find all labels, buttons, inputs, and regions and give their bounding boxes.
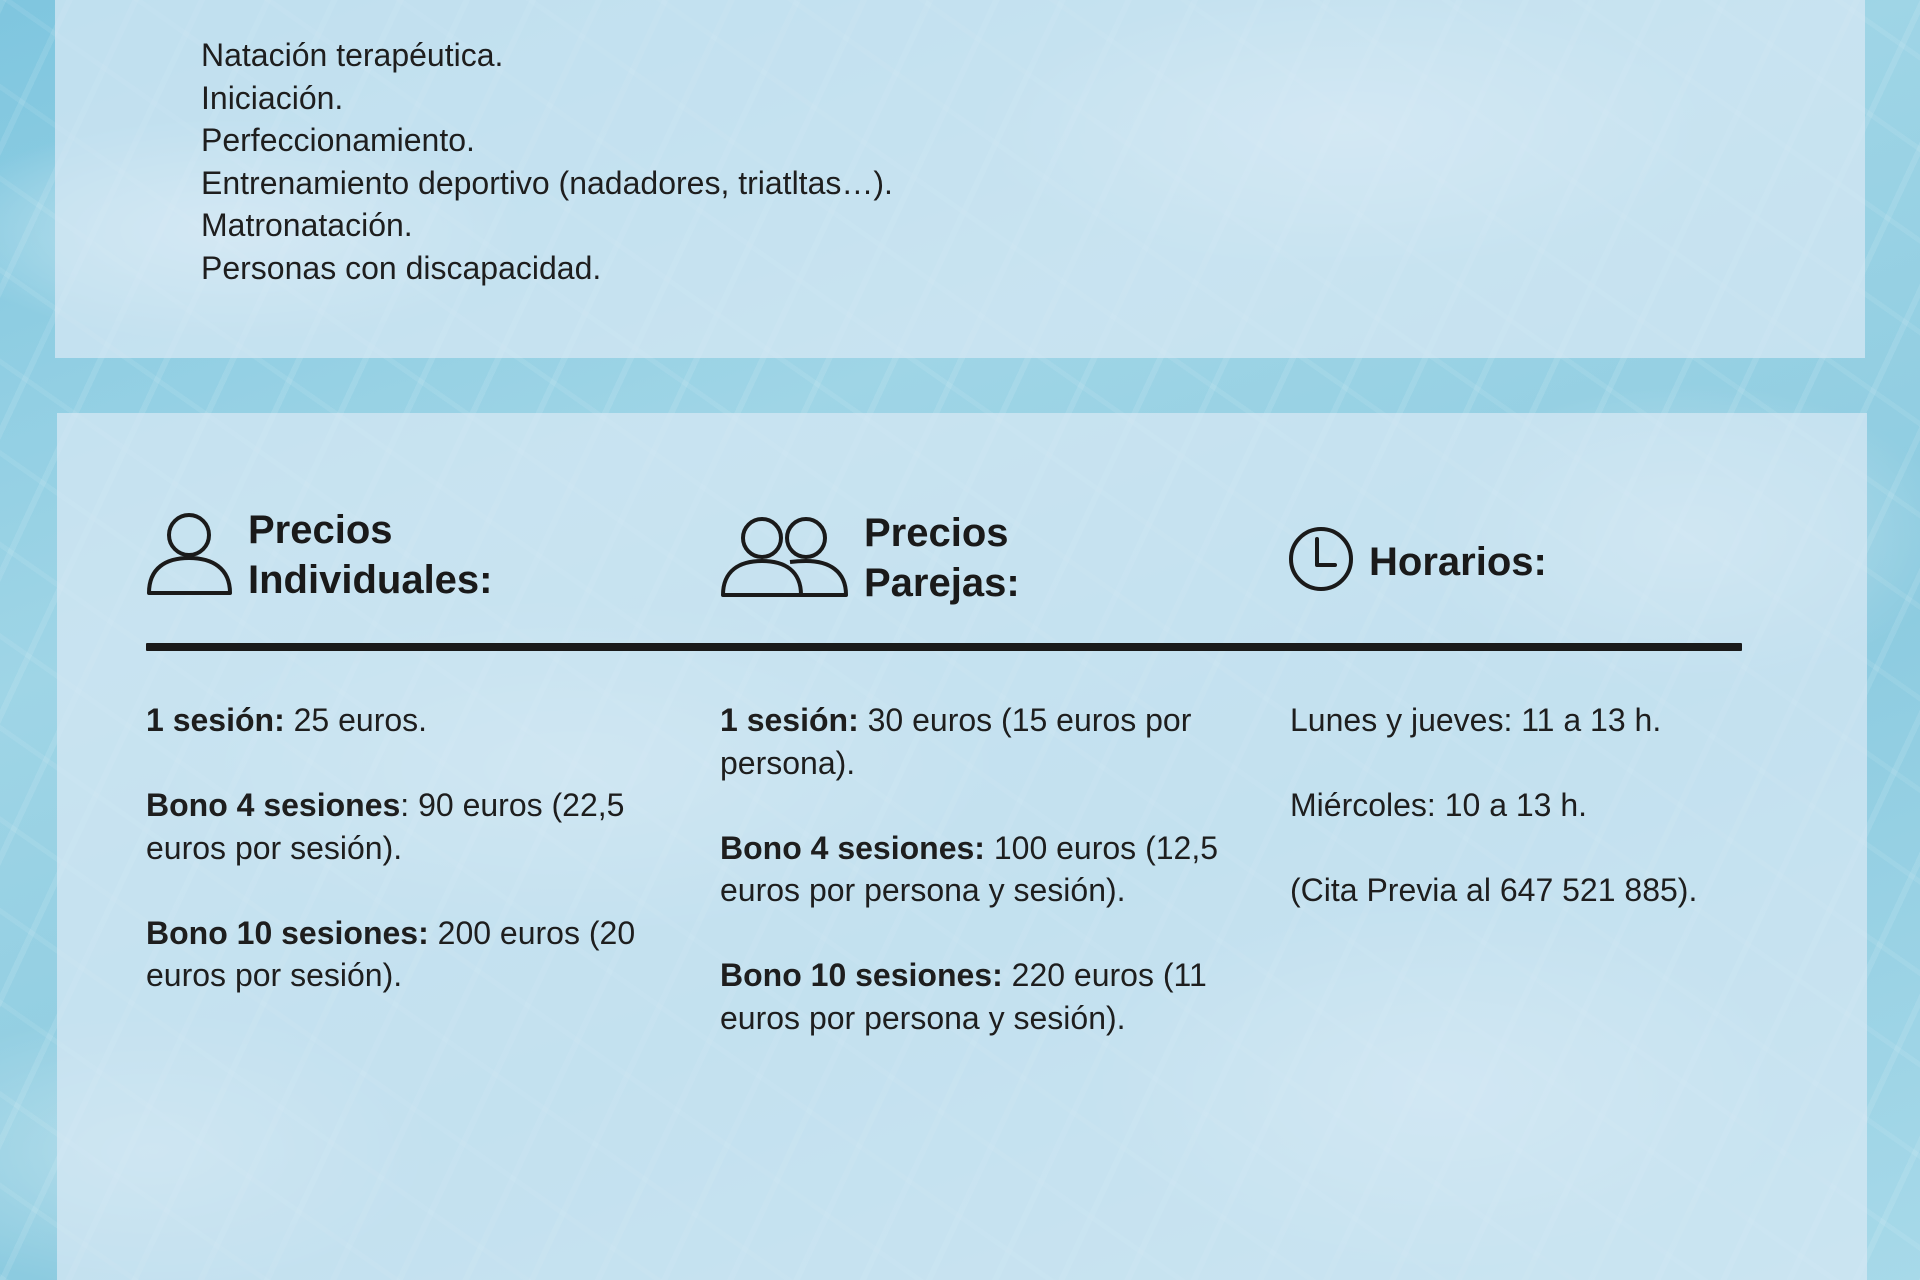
schedule-header	[1287, 525, 1547, 598]
two-people-icon	[720, 514, 850, 603]
schedule-list	[1290, 699, 1850, 954]
schedule-appointment: (Cita Previa al 647 521 885).	[1290, 872, 1698, 908]
section-divider	[146, 643, 1742, 651]
price-item: Bono 10 sesiones: 200 euros (20 euros por sesión).	[146, 914, 636, 993]
activity-list	[201, 34, 893, 289]
clock-icon	[1287, 525, 1355, 598]
schedule-title: Horarios:	[1369, 539, 1547, 584]
price-item: 1 sesión: 30 euros (15 euros por persona).	[720, 702, 1192, 781]
activity-item: Perfeccionamiento.	[201, 122, 475, 158]
activity-item: Iniciación.	[201, 79, 344, 116]
couple-prices-header	[720, 508, 1020, 608]
person-icon	[146, 510, 234, 601]
individual-prices-header	[146, 505, 493, 605]
activities-panel	[55, 0, 1865, 358]
price-item: Bono 10 sesiones: 220 euros (11 euros por persona y sesión).	[720, 957, 1207, 1036]
activity-item: Entrenamiento deportivo (nadadores, triatltas…).	[201, 164, 893, 201]
individual-prices-title: Precios Individuales:	[248, 508, 493, 602]
price-item: 1 sesión: 25 euros.	[146, 702, 428, 738]
activity-item: Matronatación.	[201, 207, 413, 243]
activity-item: Natación terapéutica.	[201, 37, 504, 73]
couple-prices-list	[720, 699, 1240, 1082]
individual-prices-list	[146, 699, 706, 1039]
schedule-item: Lunes y jueves: 11 a 13 h.	[1290, 702, 1662, 738]
price-item: Bono 4 sesiones: 100 euros (12,5 euros por persona y sesión).	[720, 829, 1218, 908]
activity-item: Personas con discapacidad.	[201, 249, 602, 286]
schedule-item: Miércoles: 10 a 13 h.	[1290, 787, 1588, 823]
couple-prices-title: Precios Parejas:	[864, 511, 1020, 605]
price-item: Bono 4 sesiones: 90 euros (22,5 euros por sesión).	[146, 787, 625, 866]
